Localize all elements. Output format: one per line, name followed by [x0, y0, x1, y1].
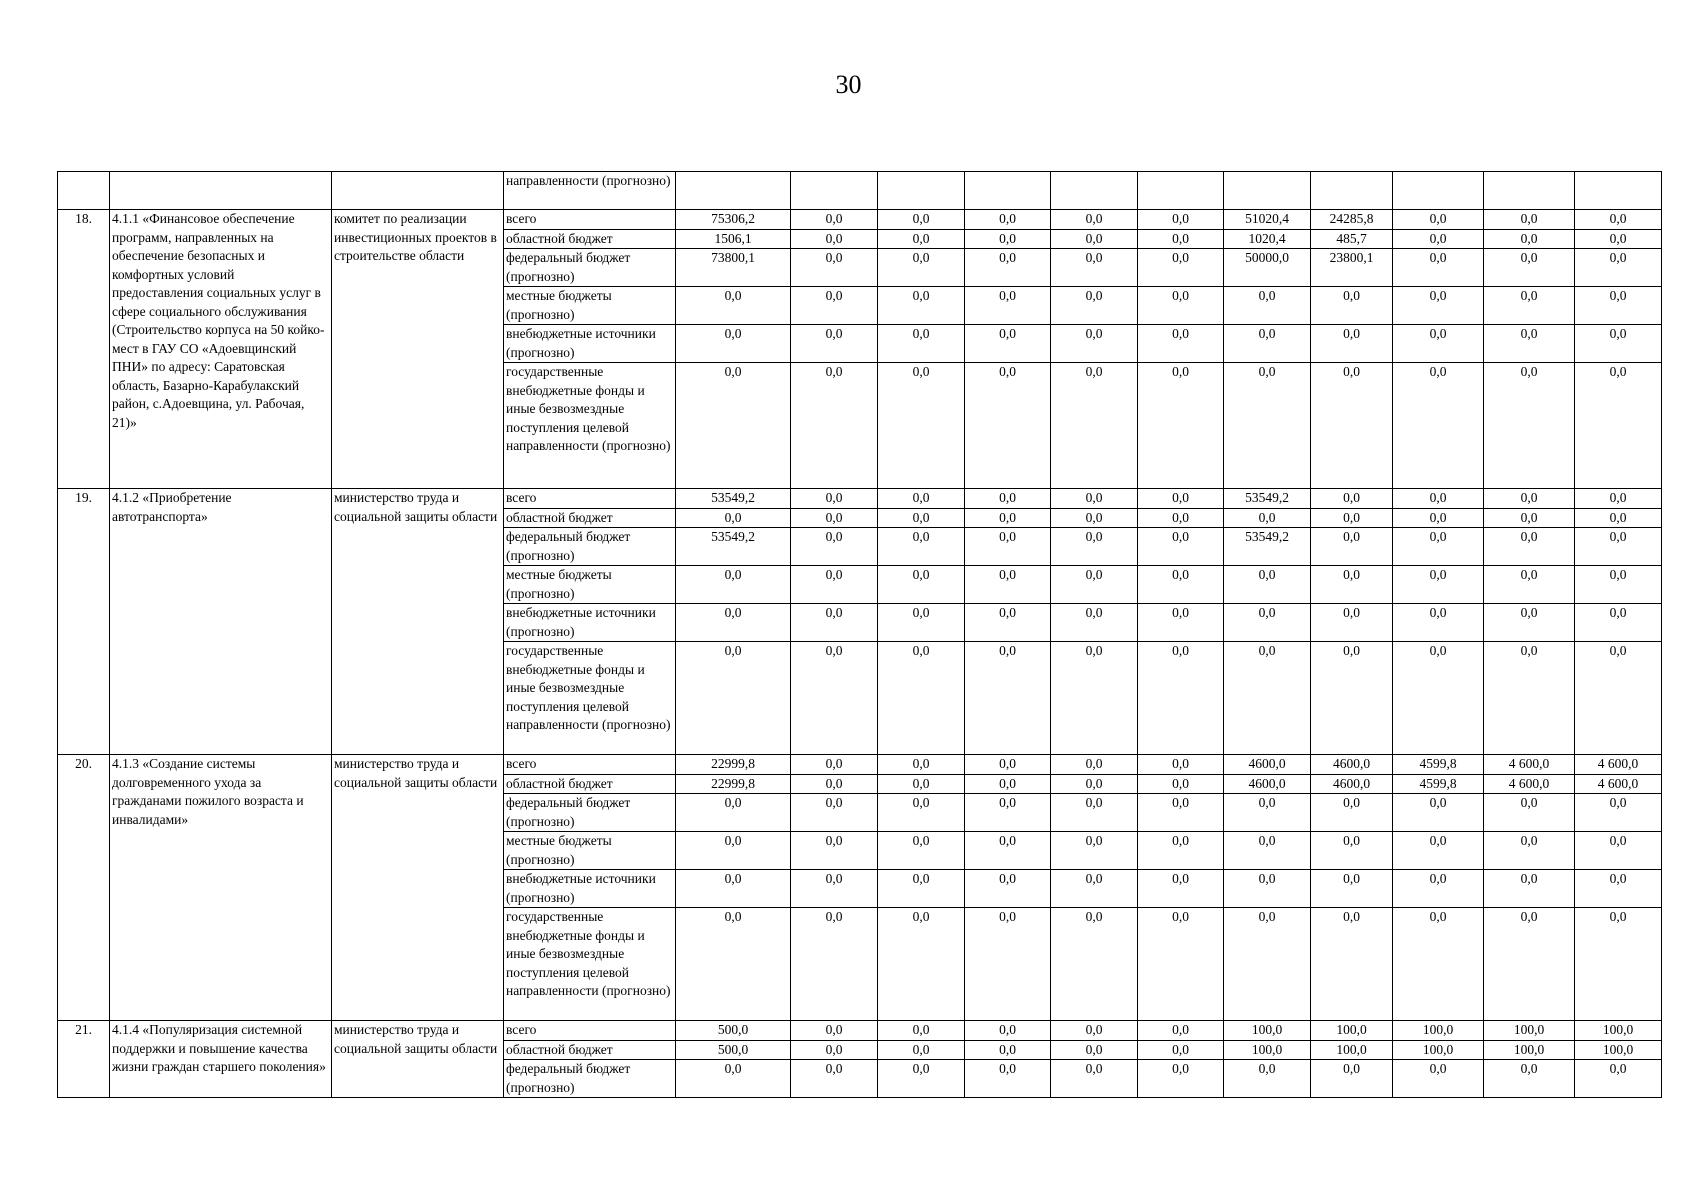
value-cell: 100,0 [1224, 1040, 1311, 1060]
funding-source-cell: местные бюджеты (прогнозно) [504, 287, 676, 325]
value-cell: 0,0 [676, 363, 791, 489]
value-cell: 0,0 [1051, 794, 1138, 832]
table-row [58, 1021, 1662, 1041]
value-cell: 0,0 [1224, 1060, 1311, 1098]
value-cell: 0,0 [965, 1021, 1051, 1041]
value-cell: 0,0 [1575, 528, 1662, 566]
value-cell: 0,0 [1138, 755, 1224, 775]
value-cell: 0,0 [1575, 642, 1662, 755]
value-cell: 0,0 [1575, 508, 1662, 528]
value-cell: 0,0 [1484, 832, 1575, 870]
executor-cell: министерство труда и социальной защиты области [332, 755, 504, 1021]
value-cell: 0,0 [1484, 489, 1575, 509]
value-cell: 0,0 [676, 287, 791, 325]
executor-cell [332, 172, 504, 210]
value-cell: 0,0 [965, 870, 1051, 908]
funding-source-cell: областной бюджет [504, 774, 676, 794]
funding-source-cell: федеральный бюджет (прогнозно) [504, 528, 676, 566]
row-number-cell: 19. [58, 489, 110, 755]
value-cell: 0,0 [965, 755, 1051, 775]
value-cell: 0,0 [1393, 363, 1484, 489]
value-cell: 0,0 [1393, 287, 1484, 325]
value-cell: 500,0 [676, 1021, 791, 1041]
value-cell: 0,0 [1311, 508, 1393, 528]
value-cell: 0,0 [1224, 908, 1311, 1021]
value-cell: 0,0 [1393, 604, 1484, 642]
value-cell: 500,0 [676, 1040, 791, 1060]
value-cell: 0,0 [791, 1040, 878, 1060]
value-cell: 0,0 [878, 363, 965, 489]
value-cell: 0,0 [676, 832, 791, 870]
value-cell: 0,0 [965, 1060, 1051, 1098]
value-cell: 0,0 [1311, 287, 1393, 325]
funding-source-cell: государственные внебюджетные фонды и иные безвозмездные поступления целевой направленности (прогнозно) [504, 908, 676, 1021]
value-cell: 0,0 [676, 642, 791, 755]
value-cell: 0,0 [1484, 528, 1575, 566]
value-cell: 0,0 [1138, 363, 1224, 489]
value-cell: 0,0 [1575, 832, 1662, 870]
value-cell: 0,0 [1393, 508, 1484, 528]
table-row [58, 489, 1662, 509]
value-cell: 0,0 [1311, 832, 1393, 870]
value-cell: 0,0 [1575, 287, 1662, 325]
funding-source-cell: всего [504, 210, 676, 230]
value-cell: 0,0 [1051, 508, 1138, 528]
value-cell: 0,0 [1224, 287, 1311, 325]
page-number: 30 [835, 70, 862, 99]
value-cell: 0,0 [676, 508, 791, 528]
row-number-cell: 20. [58, 755, 110, 1021]
value-cell: 0,0 [1484, 642, 1575, 755]
funding-source-cell: всего [504, 1021, 676, 1041]
value-cell: 51020,4 [1224, 210, 1311, 230]
value-cell: 0,0 [1051, 642, 1138, 755]
funding-source-cell: внебюджетные источники (прогнозно) [504, 604, 676, 642]
value-cell: 0,0 [1575, 870, 1662, 908]
value-cell: 4599,8 [1393, 774, 1484, 794]
value-cell [1138, 172, 1224, 210]
value-cell: 1506,1 [676, 229, 791, 249]
funding-source-cell: областной бюджет [504, 1040, 676, 1060]
value-cell: 0,0 [791, 249, 878, 287]
value-cell: 0,0 [1051, 210, 1138, 230]
value-cell: 0,0 [878, 249, 965, 287]
value-cell: 0,0 [1484, 325, 1575, 363]
value-cell: 0,0 [791, 363, 878, 489]
value-cell: 0,0 [1051, 908, 1138, 1021]
value-cell: 100,0 [1224, 1021, 1311, 1041]
value-cell: 0,0 [1393, 642, 1484, 755]
value-cell: 0,0 [1575, 229, 1662, 249]
row-number-cell: 21. [58, 1021, 110, 1098]
funding-source-cell: направленности (прогнозно) [504, 172, 676, 210]
value-cell: 53549,2 [676, 489, 791, 509]
value-cell: 0,0 [965, 325, 1051, 363]
value-cell: 0,0 [676, 566, 791, 604]
value-cell: 4 600,0 [1484, 755, 1575, 775]
table-body [58, 172, 1662, 1098]
value-cell: 0,0 [1051, 325, 1138, 363]
value-cell: 0,0 [1311, 528, 1393, 566]
value-cell: 100,0 [1393, 1021, 1484, 1041]
value-cell: 0,0 [1311, 1060, 1393, 1098]
value-cell: 0,0 [1138, 1040, 1224, 1060]
value-cell: 0,0 [965, 832, 1051, 870]
value-cell: 100,0 [1311, 1021, 1393, 1041]
value-cell: 0,0 [1484, 870, 1575, 908]
measure-title-cell: 4.1.2 «Приобретение автотранспорта» [110, 489, 332, 755]
value-cell: 4600,0 [1311, 774, 1393, 794]
funding-source-cell: федеральный бюджет (прогнозно) [504, 794, 676, 832]
value-cell: 0,0 [878, 832, 965, 870]
value-cell: 0,0 [791, 210, 878, 230]
value-cell: 0,0 [965, 604, 1051, 642]
value-cell: 0,0 [1138, 287, 1224, 325]
value-cell: 0,0 [791, 908, 878, 1021]
value-cell: 0,0 [1484, 210, 1575, 230]
table-row [58, 210, 1662, 230]
value-cell [791, 172, 878, 210]
value-cell: 0,0 [1224, 363, 1311, 489]
value-cell: 0,0 [1393, 832, 1484, 870]
value-cell: 0,0 [878, 287, 965, 325]
value-cell: 0,0 [1138, 325, 1224, 363]
value-cell: 0,0 [1484, 794, 1575, 832]
value-cell: 50000,0 [1224, 249, 1311, 287]
value-cell: 0,0 [1051, 1040, 1138, 1060]
value-cell: 0,0 [965, 566, 1051, 604]
value-cell: 4599,8 [1393, 755, 1484, 775]
value-cell [1575, 172, 1662, 210]
value-cell: 0,0 [965, 794, 1051, 832]
value-cell: 0,0 [1138, 642, 1224, 755]
value-cell: 4600,0 [1224, 774, 1311, 794]
funding-source-cell: всего [504, 489, 676, 509]
value-cell: 100,0 [1575, 1040, 1662, 1060]
value-cell: 0,0 [965, 774, 1051, 794]
value-cell: 0,0 [878, 1060, 965, 1098]
value-cell: 0,0 [1311, 325, 1393, 363]
value-cell: 0,0 [878, 1021, 965, 1041]
table-row [58, 755, 1662, 775]
value-cell: 0,0 [1311, 908, 1393, 1021]
value-cell: 0,0 [1138, 528, 1224, 566]
row-number-cell: 18. [58, 210, 110, 489]
measure-title-cell [110, 172, 332, 210]
value-cell: 0,0 [878, 604, 965, 642]
value-cell: 0,0 [878, 642, 965, 755]
value-cell: 0,0 [1311, 489, 1393, 509]
value-cell: 0,0 [965, 489, 1051, 509]
value-cell: 0,0 [965, 210, 1051, 230]
value-cell: 0,0 [791, 832, 878, 870]
funding-source-cell: областной бюджет [504, 508, 676, 528]
funding-source-cell: государственные внебюджетные фонды и иные безвозмездные поступления целевой направленности (прогнозно) [504, 642, 676, 755]
value-cell: 0,0 [878, 210, 965, 230]
table-row [58, 172, 1662, 210]
value-cell: 4 600,0 [1575, 755, 1662, 775]
funding-source-cell: всего [504, 755, 676, 775]
value-cell: 23800,1 [1311, 249, 1393, 287]
value-cell: 0,0 [1311, 794, 1393, 832]
value-cell: 100,0 [1393, 1040, 1484, 1060]
value-cell: 0,0 [1484, 363, 1575, 489]
value-cell: 0,0 [1138, 508, 1224, 528]
value-cell: 0,0 [1575, 489, 1662, 509]
value-cell: 100,0 [1575, 1021, 1662, 1041]
value-cell: 0,0 [1311, 604, 1393, 642]
value-cell: 0,0 [1575, 363, 1662, 489]
value-cell: 0,0 [1051, 1060, 1138, 1098]
value-cell: 0,0 [1311, 363, 1393, 489]
value-cell: 0,0 [676, 908, 791, 1021]
value-cell: 0,0 [1393, 566, 1484, 604]
value-cell: 0,0 [1138, 229, 1224, 249]
value-cell: 0,0 [1138, 489, 1224, 509]
value-cell: 0,0 [1484, 508, 1575, 528]
value-cell: 0,0 [791, 755, 878, 775]
measure-title-cell: 4.1.1 «Финансовое обеспечение программ, направленных на обеспечение безопасных и комфортных условий предоставления социальных услуг в сфере социального обслуживания (Строительство корпуса на 50 койко-мест в ГАУ СО «Адоевщинский ПНИ» по адресу: Саратовская область, Базарно-Карабулакский район, с.Адоевщина, ул. Рабочая, 21)» [110, 210, 332, 489]
value-cell: 0,0 [1224, 325, 1311, 363]
value-cell: 0,0 [1051, 229, 1138, 249]
value-cell: 53549,2 [676, 528, 791, 566]
value-cell: 0,0 [1484, 1060, 1575, 1098]
value-cell [1051, 172, 1138, 210]
value-cell [1484, 172, 1575, 210]
value-cell [1224, 172, 1311, 210]
value-cell: 0,0 [791, 508, 878, 528]
value-cell: 0,0 [1224, 642, 1311, 755]
value-cell: 0,0 [965, 908, 1051, 1021]
value-cell: 0,0 [791, 1021, 878, 1041]
value-cell: 0,0 [791, 870, 878, 908]
value-cell [878, 172, 965, 210]
budget-table [57, 171, 1662, 1098]
value-cell: 0,0 [1051, 870, 1138, 908]
value-cell: 0,0 [1575, 566, 1662, 604]
value-cell: 0,0 [1575, 325, 1662, 363]
value-cell: 0,0 [676, 604, 791, 642]
value-cell: 0,0 [878, 755, 965, 775]
value-cell: 75306,2 [676, 210, 791, 230]
funding-source-cell: областной бюджет [504, 229, 676, 249]
funding-source-cell: федеральный бюджет (прогнозно) [504, 249, 676, 287]
value-cell: 4 600,0 [1575, 774, 1662, 794]
value-cell: 0,0 [878, 870, 965, 908]
value-cell: 0,0 [965, 508, 1051, 528]
value-cell: 0,0 [1484, 908, 1575, 1021]
value-cell: 0,0 [791, 794, 878, 832]
value-cell: 0,0 [676, 325, 791, 363]
value-cell: 0,0 [878, 908, 965, 1021]
value-cell: 0,0 [1224, 604, 1311, 642]
value-cell: 0,0 [878, 229, 965, 249]
value-cell: 0,0 [1393, 1060, 1484, 1098]
funding-source-cell: внебюджетные источники (прогнозно) [504, 325, 676, 363]
value-cell: 0,0 [965, 642, 1051, 755]
executor-cell: комитет по реализации инвестиционных проектов в строительстве области [332, 210, 504, 489]
funding-source-cell: местные бюджеты (прогнозно) [504, 566, 676, 604]
value-cell: 0,0 [1393, 489, 1484, 509]
value-cell: 100,0 [1311, 1040, 1393, 1060]
value-cell: 0,0 [1484, 249, 1575, 287]
measure-title-cell: 4.1.3 «Создание системы долговременного ухода за гражданами пожилого возраста и инвалидами» [110, 755, 332, 1021]
value-cell: 0,0 [1138, 1060, 1224, 1098]
value-cell: 0,0 [1393, 794, 1484, 832]
value-cell: 0,0 [965, 528, 1051, 566]
value-cell: 0,0 [1575, 210, 1662, 230]
funding-source-cell: местные бюджеты (прогнозно) [504, 832, 676, 870]
value-cell: 53549,2 [1224, 528, 1311, 566]
value-cell: 0,0 [676, 794, 791, 832]
value-cell: 0,0 [878, 794, 965, 832]
value-cell: 0,0 [1051, 489, 1138, 509]
value-cell: 0,0 [676, 870, 791, 908]
value-cell: 0,0 [1484, 287, 1575, 325]
value-cell: 0,0 [1051, 604, 1138, 642]
value-cell: 0,0 [1138, 870, 1224, 908]
value-cell [1311, 172, 1393, 210]
value-cell: 0,0 [791, 774, 878, 794]
executor-cell: министерство труда и социальной защиты области [332, 1021, 504, 1098]
value-cell: 0,0 [1138, 604, 1224, 642]
value-cell: 485,7 [1311, 229, 1393, 249]
value-cell: 0,0 [1051, 1021, 1138, 1041]
value-cell: 0,0 [791, 325, 878, 363]
value-cell: 0,0 [1484, 566, 1575, 604]
value-cell: 0,0 [1393, 249, 1484, 287]
value-cell: 0,0 [965, 249, 1051, 287]
value-cell [1393, 172, 1484, 210]
value-cell: 0,0 [878, 489, 965, 509]
value-cell: 0,0 [791, 642, 878, 755]
funding-source-cell: государственные внебюджетные фонды и иные безвозмездные поступления целевой направленности (прогнозно) [504, 363, 676, 489]
value-cell: 0,0 [1393, 229, 1484, 249]
value-cell: 0,0 [1051, 832, 1138, 870]
value-cell: 0,0 [791, 528, 878, 566]
value-cell: 4600,0 [1224, 755, 1311, 775]
value-cell: 0,0 [878, 325, 965, 363]
value-cell: 0,0 [1138, 249, 1224, 287]
value-cell: 0,0 [1311, 870, 1393, 908]
funding-source-cell: федеральный бюджет (прогнозно) [504, 1060, 676, 1098]
value-cell: 0,0 [1393, 908, 1484, 1021]
value-cell: 0,0 [1138, 774, 1224, 794]
value-cell: 0,0 [791, 229, 878, 249]
value-cell: 0,0 [1311, 642, 1393, 755]
value-cell: 0,0 [1575, 794, 1662, 832]
value-cell: 0,0 [1138, 210, 1224, 230]
value-cell: 0,0 [1138, 566, 1224, 604]
value-cell: 0,0 [965, 229, 1051, 249]
value-cell: 0,0 [1224, 508, 1311, 528]
value-cell: 0,0 [878, 508, 965, 528]
value-cell: 0,0 [1051, 566, 1138, 604]
value-cell: 53549,2 [1224, 489, 1311, 509]
value-cell: 24285,8 [1311, 210, 1393, 230]
value-cell: 0,0 [1393, 325, 1484, 363]
value-cell: 0,0 [1575, 249, 1662, 287]
value-cell: 0,0 [791, 489, 878, 509]
value-cell: 0,0 [1051, 528, 1138, 566]
value-cell: 0,0 [1393, 528, 1484, 566]
value-cell [965, 172, 1051, 210]
value-cell: 0,0 [1484, 604, 1575, 642]
value-cell: 0,0 [965, 1040, 1051, 1060]
value-cell: 22999,8 [676, 774, 791, 794]
value-cell: 0,0 [1311, 566, 1393, 604]
executor-cell: министерство труда и социальной защиты области [332, 489, 504, 755]
value-cell: 0,0 [1138, 908, 1224, 1021]
value-cell: 4600,0 [1311, 755, 1393, 775]
value-cell: 0,0 [1393, 210, 1484, 230]
value-cell: 0,0 [878, 1040, 965, 1060]
value-cell: 0,0 [1575, 604, 1662, 642]
value-cell: 100,0 [1484, 1040, 1575, 1060]
value-cell: 4 600,0 [1484, 774, 1575, 794]
value-cell: 0,0 [1224, 566, 1311, 604]
value-cell: 0,0 [1575, 1060, 1662, 1098]
value-cell: 0,0 [1224, 794, 1311, 832]
value-cell: 0,0 [1484, 229, 1575, 249]
value-cell: 0,0 [791, 287, 878, 325]
row-number-cell [58, 172, 110, 210]
value-cell [676, 172, 791, 210]
value-cell: 0,0 [878, 774, 965, 794]
measure-title-cell: 4.1.4 «Популяризация системной поддержки и повышение качества жизни граждан старшего поколения» [110, 1021, 332, 1098]
value-cell: 73800,1 [676, 249, 791, 287]
value-cell: 22999,8 [676, 755, 791, 775]
value-cell: 0,0 [1575, 908, 1662, 1021]
funding-source-cell: внебюджетные источники (прогнозно) [504, 870, 676, 908]
value-cell: 0,0 [676, 1060, 791, 1098]
value-cell: 0,0 [965, 287, 1051, 325]
value-cell: 0,0 [791, 566, 878, 604]
value-cell: 0,0 [791, 1060, 878, 1098]
value-cell: 0,0 [878, 528, 965, 566]
value-cell: 1020,4 [1224, 229, 1311, 249]
value-cell: 0,0 [1051, 363, 1138, 489]
value-cell: 0,0 [1051, 287, 1138, 325]
value-cell: 0,0 [965, 363, 1051, 489]
value-cell: 0,0 [1224, 832, 1311, 870]
value-cell: 0,0 [1051, 774, 1138, 794]
value-cell: 0,0 [1051, 249, 1138, 287]
value-cell: 0,0 [878, 566, 965, 604]
value-cell: 0,0 [1224, 870, 1311, 908]
value-cell: 0,0 [791, 604, 878, 642]
value-cell: 0,0 [1051, 755, 1138, 775]
value-cell: 0,0 [1138, 794, 1224, 832]
value-cell: 0,0 [1138, 1021, 1224, 1041]
value-cell: 0,0 [1138, 832, 1224, 870]
value-cell: 100,0 [1484, 1021, 1575, 1041]
value-cell: 0,0 [1393, 870, 1484, 908]
